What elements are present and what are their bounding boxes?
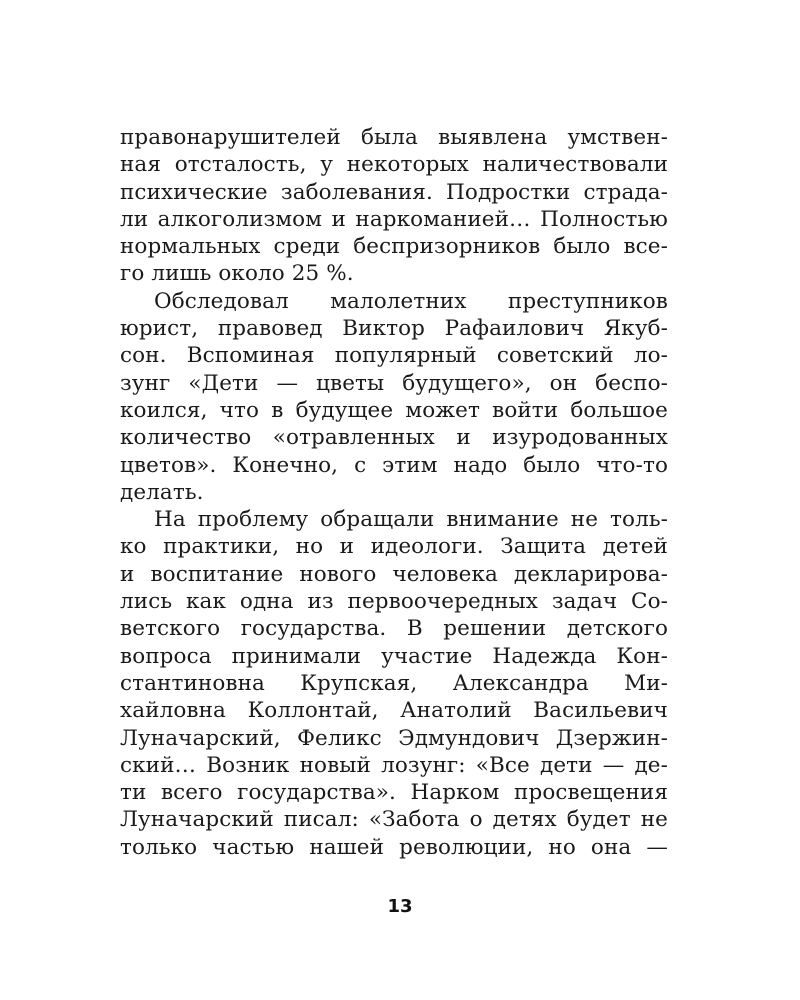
text-line: ли алкоголизмом и наркоманией… Полностью bbox=[120, 206, 668, 232]
text-line: цветов». Конечно, с этим надо было что-то bbox=[120, 452, 668, 478]
text-line: стантиновна Крупская, Александра Ми- bbox=[120, 670, 668, 696]
text-line: ский… Возник новый лозунг: «Все дети — де- bbox=[120, 752, 668, 778]
text-line: вопроса принимали участие Надежда Кон- bbox=[120, 643, 668, 669]
text-line: ти всего государства». Нарком просвещения bbox=[120, 780, 668, 806]
text-line: лись как одна из первоочередных задач Со- bbox=[120, 589, 668, 615]
text-line: ветского государства. В решении детского bbox=[120, 616, 668, 642]
paragraph-1 bbox=[120, 124, 668, 288]
text-line: хайловна Коллонтай, Анатолий Васильевич bbox=[120, 698, 668, 724]
text-line: только частью нашей революции, но она — bbox=[120, 834, 668, 860]
text-line: Луначарский писал: «Забота о детях будет не bbox=[120, 807, 668, 833]
text-line: юрист, правовед Виктор Рафаилович Якуб- bbox=[120, 316, 668, 342]
text-line: количество «отравленных и изуродованных bbox=[120, 425, 668, 451]
text-line: го лишь около 25 %. bbox=[120, 261, 354, 287]
text-line: На проблему обращали внимание не толь- bbox=[154, 507, 668, 533]
text-line: Обследовал малолетних преступников bbox=[154, 288, 668, 314]
text-line: ная отсталость, у некоторых наличествовали bbox=[120, 152, 668, 178]
text-line: сон. Вспоминая популярный советский ло- bbox=[120, 343, 668, 369]
text-line: ко практики, но и идеологи. Защита детей bbox=[120, 534, 668, 560]
text-line: Луначарский, Феликс Эдмундович Дзержин- bbox=[120, 725, 668, 751]
text-line: правонарушителей была выявлена умствен- bbox=[120, 125, 668, 150]
text-line: коился, что в будущее может войти большое bbox=[120, 397, 668, 423]
paragraph-2 bbox=[120, 288, 668, 506]
text-line: психические заболевания. Подростки страда- bbox=[120, 179, 668, 205]
text-line: нормальных среди беспризорников было все- bbox=[120, 234, 668, 260]
paragraph-3 bbox=[120, 506, 668, 861]
text-line: зунг «Дети — цветы будущего», он беспо- bbox=[120, 370, 668, 396]
text-line: делать. bbox=[120, 479, 204, 505]
page-text bbox=[120, 124, 668, 861]
text-line: и воспитание нового человека декларирова- bbox=[120, 561, 668, 587]
page-number: 13 bbox=[387, 896, 413, 917]
